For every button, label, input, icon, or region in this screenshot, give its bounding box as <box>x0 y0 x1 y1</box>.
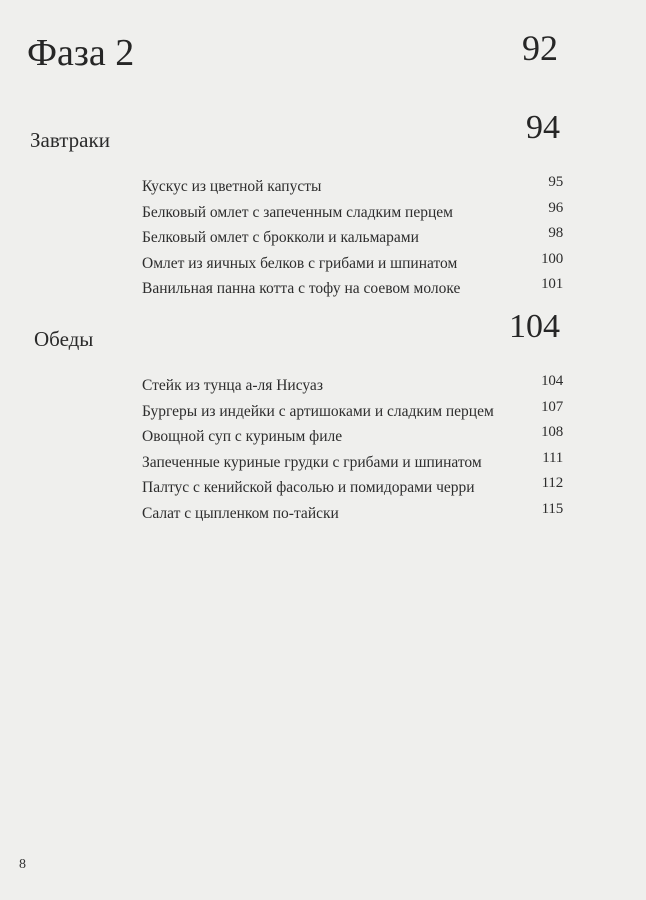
toc-entry <box>142 276 563 305</box>
toc-entry-page: 101 <box>541 276 563 292</box>
toc-entry <box>142 424 563 453</box>
toc-entry-title: Палтус с кенийской фасолью и помидорами черри <box>142 479 475 496</box>
section-title-lunches: Обеды <box>34 327 94 351</box>
toc-entry-page: 104 <box>541 373 563 389</box>
section-page-number-breakfasts: 94 <box>526 109 560 146</box>
toc-entry <box>142 199 563 229</box>
toc-entry <box>142 225 563 254</box>
toc-entry <box>142 398 563 428</box>
toc-entry-page: 96 <box>548 199 563 216</box>
toc-entry-title: Овощной суп с куриным филе <box>142 428 343 445</box>
toc-entry-page: 108 <box>541 424 563 440</box>
toc-entry-page: 107 <box>541 398 563 415</box>
toc-entry-title: Салат с цыпленком по-тайски <box>142 504 339 522</box>
toc-entry-page: 95 <box>548 174 563 190</box>
toc-entry-title: Кускус из цветной капусты <box>142 178 322 195</box>
toc-list-breakfasts <box>142 174 563 305</box>
toc-entry-page: 98 <box>548 225 563 241</box>
toc-entry-title: Ванильная панна котта с тофу на соевом молоке <box>142 280 461 297</box>
toc-entry-title: Стейк из тунца а-ля Нисуаз <box>142 377 323 394</box>
toc-entry <box>142 500 563 530</box>
toc-list-lunches <box>142 373 563 529</box>
toc-entry <box>142 475 563 504</box>
toc-entry-page: 115 <box>541 500 563 517</box>
toc-entry <box>142 449 563 479</box>
toc-entry-title: Бургеры из индейки с артишоками и сладким перцем <box>142 402 494 420</box>
phase-title: Фаза 2 <box>27 32 135 74</box>
toc-entry-page: 111 <box>542 449 563 466</box>
toc-entry-title: Белковый омлет с запеченным сладким перцем <box>142 203 453 221</box>
phase-page-number: 92 <box>522 28 558 68</box>
toc-entry-title: Белковый омлет с брокколи и кальмарами <box>142 229 419 246</box>
toc-entry-page: 112 <box>541 475 563 491</box>
page-folio-number: 8 <box>19 857 26 872</box>
toc-entry <box>142 373 563 402</box>
toc-entry <box>142 174 563 203</box>
toc-entry <box>142 250 563 280</box>
toc-entry-title: Запеченные куриные грудки с грибами и шпинатом <box>142 453 482 471</box>
section-page-number-lunches: 104 <box>509 308 560 345</box>
toc-entry-title: Омлет из яичных белков с грибами и шпинатом <box>142 254 458 272</box>
toc-entry-page: 100 <box>541 250 563 267</box>
section-title-breakfasts: Завтраки <box>30 128 110 152</box>
